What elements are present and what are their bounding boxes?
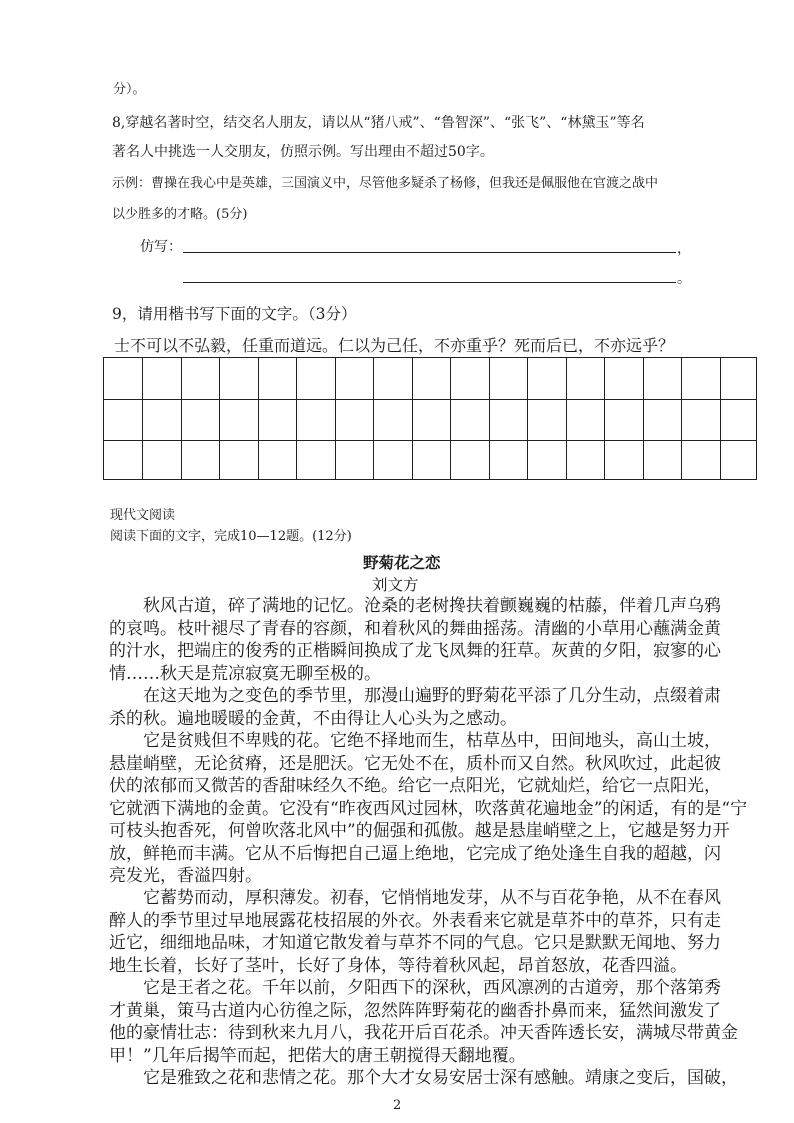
- q8-line-2: 著名人中挑选一人交朋友，仿照示例。写出理由不超过50字。: [112, 144, 494, 160]
- calligraphy-text: 士不可以不弘毅，任重而道远。仁以为己任，不亦重乎？死而后已，不亦远乎？: [114, 336, 675, 355]
- q8-example-line-2: 以少胜多的才略。(5分): [112, 207, 248, 222]
- paragraph-3: [109, 730, 748, 888]
- paragraph-line: 甲！”几年后揭竿而起，把偌大的唐王朝搅得天翻地覆。: [109, 1045, 526, 1066]
- grid-column-line: [720, 358, 721, 479]
- paragraph-line: 的哀鸣。枝叶褪尽了青春的容颜，和着秋风的舞曲摇荡。清幽的小草用心蘸满金黄: [109, 618, 721, 639]
- paragraph-line: 情……秋天是荒凉寂寞无聊至极的。: [109, 663, 381, 684]
- grid-row-line: [104, 399, 756, 400]
- paragraph-line: 悬崖峭壁，无论贫瘠，还是肥沃。它无处不在，质朴而又自然。秋风吹过，此起彼: [109, 753, 721, 774]
- grid-column-line: [489, 358, 490, 479]
- article-title: 野菊花之恋: [363, 553, 441, 572]
- grid-column-line: [335, 358, 336, 479]
- grid-column-line: [450, 358, 451, 479]
- paragraph-line: 近它，细细地品味，才知道它散发着与草芥不同的气息。它只是默默无闻地、努力: [109, 933, 721, 953]
- grid-column-line: [643, 358, 644, 479]
- paragraph-line: 它就洒下满地的金黄。它没有“昨夜西风过园林，吹落黄花遍地金”的闲适，有的是“宁: [109, 798, 748, 819]
- q8-example-line-1: 示例：曹操在我心中是英雄，三国演义中，尽管他多疑杀了杨修，但我还是佩服他在官渡之战中: [112, 176, 659, 191]
- section-heading: 现代文阅读: [110, 508, 176, 523]
- paragraph-line: 在这天地为之变色的季节里，那漫山遍野的野菊花平添了几分生动，点缀着肃: [143, 686, 721, 706]
- paragraph-line: 伏的浓郁而又微苦的香甜味经久不绝。给它一点阳光，它就灿烂，给它一点阳光，: [109, 776, 721, 796]
- article-author: 刘文方: [372, 576, 419, 594]
- grid-column-line: [373, 358, 374, 479]
- paragraph-line: 的汁水，把端庄的俊秀的正楷瞬间换成了龙飞凤舞的狂草。灰黄的夕阳，寂寥的心: [109, 641, 721, 661]
- grid-column-line: [527, 358, 528, 479]
- grid-column-line: [142, 358, 143, 479]
- q7-tail: 分）。: [113, 82, 146, 97]
- q8-line-1: 8,穿越名著时空，结交名人朋友，请以从“猪八戒”、“鲁智深”、“张飞”、“林黛玉”等名: [112, 115, 645, 131]
- imitate-line-1-end: ，: [677, 241, 691, 257]
- page-number: 2: [393, 1098, 402, 1113]
- paragraph-4: [109, 887, 739, 977]
- imitate-answer-line-1[interactable]: [183, 252, 676, 253]
- paragraph-line: 杀的秋。遍地暖暖的金黄，不由得让人心头为之感动。: [109, 708, 517, 729]
- grid-column-line: [566, 358, 567, 479]
- paragraph-line: 它是王者之花。千年以前，夕阳西下的深秋，西风凛冽的古道旁，那个落第秀: [143, 978, 721, 998]
- paragraph-2: [109, 685, 739, 730]
- reading-instruction: 阅读下面的文字，完成10—12题。(12分): [110, 529, 352, 544]
- calligraphy-writing-grid[interactable]: [103, 357, 757, 480]
- paragraph-line: 秋风古道，碎了满地的记忆。沧桑的老树搀扶着颤巍巍的枯藤，伴着几声乌鸦: [143, 596, 721, 616]
- grid-column-line: [412, 358, 413, 479]
- paragraph-line: 它蓄势而动，厚积薄发。初春，它悄悄地发芽，从不与百花争艳，从不在春风: [143, 888, 721, 908]
- grid-row-line: [104, 440, 756, 441]
- grid-column-line: [604, 358, 605, 479]
- imitate-line-2-end: 。: [677, 271, 691, 287]
- paragraph-5: [109, 977, 739, 1067]
- grid-column-line: [219, 358, 220, 479]
- paragraph-line: 醉人的季节里过早地展露花枝招展的外衣。外表看来它就是草芥中的草芥，只有走: [109, 910, 721, 931]
- grid-column-line: [181, 358, 182, 479]
- imitate-answer-line-2[interactable]: [183, 282, 676, 283]
- paragraph-line: 它是雅致之花和悲情之花。那个大才女易安居士深有感触。靖康之变后，国破，: [143, 1068, 738, 1088]
- paragraph-line: 可枝头抱香死，何曾吹落北风中”的倔强和孤傲。越是悬崖峭壁之上，它越是努力开: [109, 821, 730, 841]
- paragraph-line: 他的豪情壮志：待到秋来九月八，我花开后百花杀。冲天香阵透长安，满城尽带黄金: [109, 1023, 738, 1043]
- grid-column-line: [258, 358, 259, 479]
- paragraph-1: [109, 595, 739, 685]
- paragraph-6: [109, 1067, 739, 1090]
- paragraph-line: 它是贫贱但不卑贱的花。它绝不择地而生，枯草丛中，田间地头，高山土坡，: [143, 731, 721, 751]
- grid-column-line: [296, 358, 297, 479]
- q9-prompt: 9，请用楷书写下面的文字。（3分）: [112, 305, 357, 323]
- imitate-label: 仿写：: [140, 239, 182, 255]
- paragraph-line: 亮发光，香溢四射。: [109, 866, 262, 886]
- paragraph-line: 放，鲜艳而丰满。它从不后悔把自己逼上绝地，它完成了绝处逢生自我的超越，闪: [109, 843, 721, 864]
- paragraph-line: 才黄巢，策马古道内心彷徨之际，忽然阵阵野菊花的幽香扑鼻而来，猛然间激发了: [109, 1000, 721, 1021]
- grid-column-line: [681, 358, 682, 479]
- paragraph-line: 地生长着，长好了茎叶，长好了身体，等待着秋风起，昂首怒放，花香四溢。: [109, 955, 687, 976]
